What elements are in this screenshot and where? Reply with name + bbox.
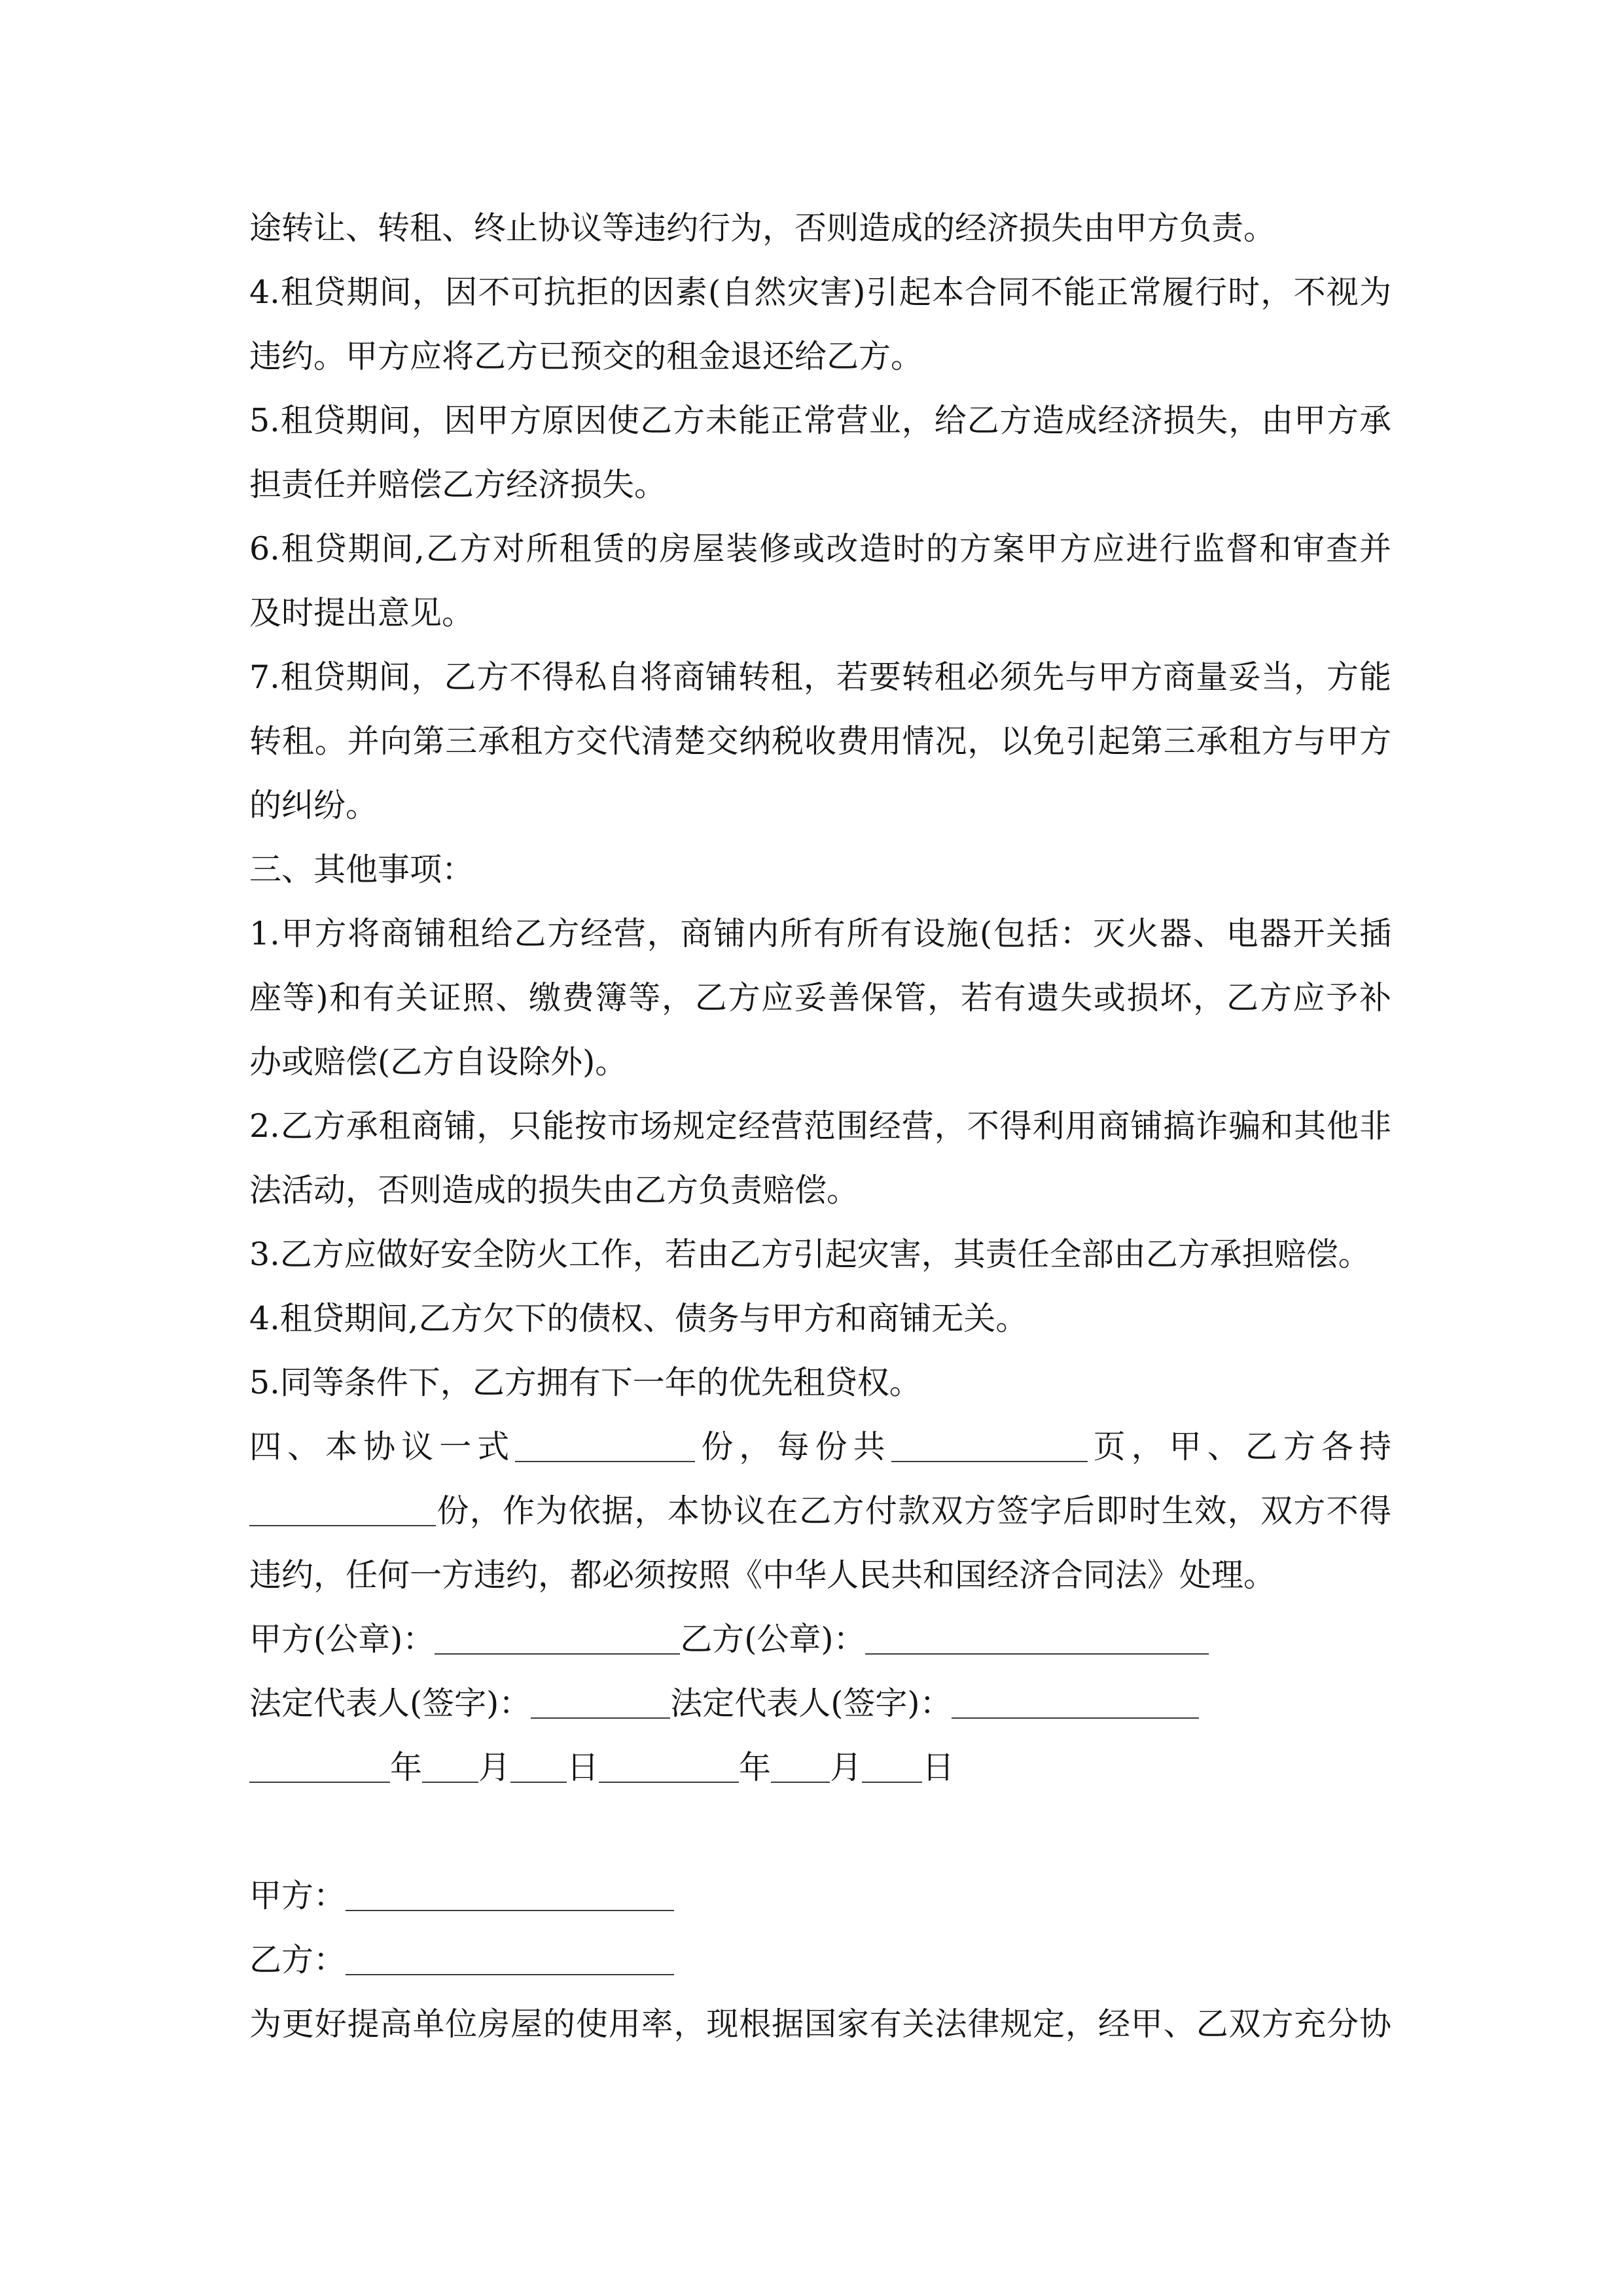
clause-item <box>249 517 1391 645</box>
party-b-rep-label: 法定代表人(签字)： <box>670 1685 952 1722</box>
copies-each-blank <box>249 1525 436 1526</box>
clause-item <box>249 260 1391 389</box>
party-a-rep-label: 法定代表人(签字)： <box>249 1685 531 1722</box>
clause-item <box>249 1223 1391 1287</box>
clause-line: 的纠纷。 <box>249 787 378 824</box>
clause-carryover-line: 途转让、转租、终止协议等违约行为，否则造成的经济损失由甲方负责。 <box>249 209 1276 247</box>
party-a-seal-label: 甲方(公章)： <box>249 1621 435 1658</box>
pages-blank <box>891 1461 1088 1462</box>
section4-text: 份，每份共 <box>695 1428 891 1465</box>
month-unit: 月 <box>830 1749 863 1786</box>
party-a-seal-blank <box>435 1653 680 1655</box>
party-b-seal-label: 乙方(公章)： <box>680 1621 866 1658</box>
clause-line: 5.同等条件下，乙方拥有下一年的优先租贷权。 <box>249 1364 921 1401</box>
section4-text: 页，甲、乙方各持 <box>1087 1428 1391 1465</box>
clause-line: 1.甲方将商铺租给乙方经营，商铺内所有所有设施(包括：灭火器、电器开关插 <box>249 915 1391 952</box>
clause-line: 违约。甲方应将乙方已预交的租金退还给乙方。 <box>249 338 923 375</box>
clause-line: 3.乙方应做好安全防火工作，若由乙方引起灾害，其责任全部由乙方承担赔偿。 <box>249 1236 1370 1273</box>
month-blank <box>422 1782 478 1783</box>
date-line <box>249 1736 1391 1800</box>
blank-spacer <box>249 1800 1391 1864</box>
party-b-rep-blank <box>952 1717 1199 1719</box>
clause-item <box>249 389 1391 517</box>
section4-text: 四、本协议一式 <box>249 1428 516 1465</box>
copies-blank <box>515 1461 695 1462</box>
month-blank <box>771 1782 830 1783</box>
year-unit: 年 <box>390 1749 423 1786</box>
clause-line: 办或赔偿(乙方自设除外)。 <box>249 1043 628 1081</box>
clause-line: 7.租贷期间，乙方不得私自将商铺转租，若要转租必须先与甲方商量妥当，方能 <box>249 658 1391 696</box>
year-blank <box>599 1782 739 1783</box>
day-blank <box>862 1782 922 1783</box>
section4-text: 份，作为依据，本协议在乙方付款双方签字后即时生效，双方不得 <box>436 1492 1391 1530</box>
party-b-line <box>249 1928 1391 1992</box>
party-b-label: 乙方： <box>249 1941 346 1979</box>
representative-signature-line <box>249 1672 1391 1736</box>
party-b-seal-blank <box>865 1653 1209 1655</box>
section-heading: 三、其他事项： <box>249 851 474 888</box>
clause-item <box>249 645 1391 838</box>
party-a-blank <box>346 1910 674 1911</box>
year-blank <box>249 1782 390 1783</box>
party-a-rep-blank <box>531 1717 670 1719</box>
clause-line: 4.租贷期间,乙方欠下的债权、债务与甲方和商铺无关。 <box>249 1300 1028 1337</box>
clause-item <box>249 1094 1391 1223</box>
clause-item <box>249 1287 1391 1351</box>
section4-line: 违约，任何一方违约，都必须按照《中华人民共和国经济合同法》处理。 <box>249 1556 1276 1594</box>
clause-line: 6.租贷期间,乙方对所租赁的房屋装修或改造时的方案甲方应进行监督和审查并 <box>249 530 1391 567</box>
clause-line: 4.租贷期间，因不可抗拒的因素(自然灾害)引起本合同不能正常履行时，不视为 <box>249 274 1391 311</box>
clause-line: 座等)和有关证照、缴费簿等，乙方应妥善保管，若有遗失或损坏，乙方应予补 <box>249 979 1391 1016</box>
preamble-line: 为更好提高单位房屋的使用率，现根据国家有关法律规定，经甲、乙双方充分协 <box>249 2005 1391 2043</box>
year-unit: 年 <box>739 1749 772 1786</box>
party-b-blank <box>346 1974 674 1975</box>
month-unit: 月 <box>478 1749 511 1786</box>
seal-signature-line <box>249 1607 1391 1672</box>
clause-line: 5.租贷期间，因甲方原因使乙方未能正常营业，给乙方造成经济损失，由甲方承 <box>249 402 1391 439</box>
clause-line: 担责任并赔偿乙方经济损失。 <box>249 466 667 503</box>
clause-line: 及时提出意见。 <box>249 594 474 632</box>
clause-line: 2.乙方承租商铺，只能按市场规定经营范围经营，不得利用商铺搞诈骗和其他非 <box>249 1107 1391 1145</box>
clause-line: 转租。并向第三承租方交代清楚交纳税收费用情况，以免引起第三承租方与甲方 <box>249 723 1391 760</box>
party-a-line <box>249 1864 1391 1928</box>
clause-item <box>249 1351 1391 1415</box>
day-blank <box>510 1782 567 1783</box>
section4-line <box>249 1415 1391 1479</box>
day-unit: 日 <box>567 1749 599 1786</box>
clause-line: 法活动，否则造成的损失由乙方负责赔偿。 <box>249 1172 859 1209</box>
party-a-label: 甲方： <box>249 1877 346 1914</box>
day-unit: 日 <box>922 1749 955 1786</box>
clause-item <box>249 902 1391 1094</box>
section4-line <box>249 1479 1391 1543</box>
document-page <box>249 196 1391 2056</box>
